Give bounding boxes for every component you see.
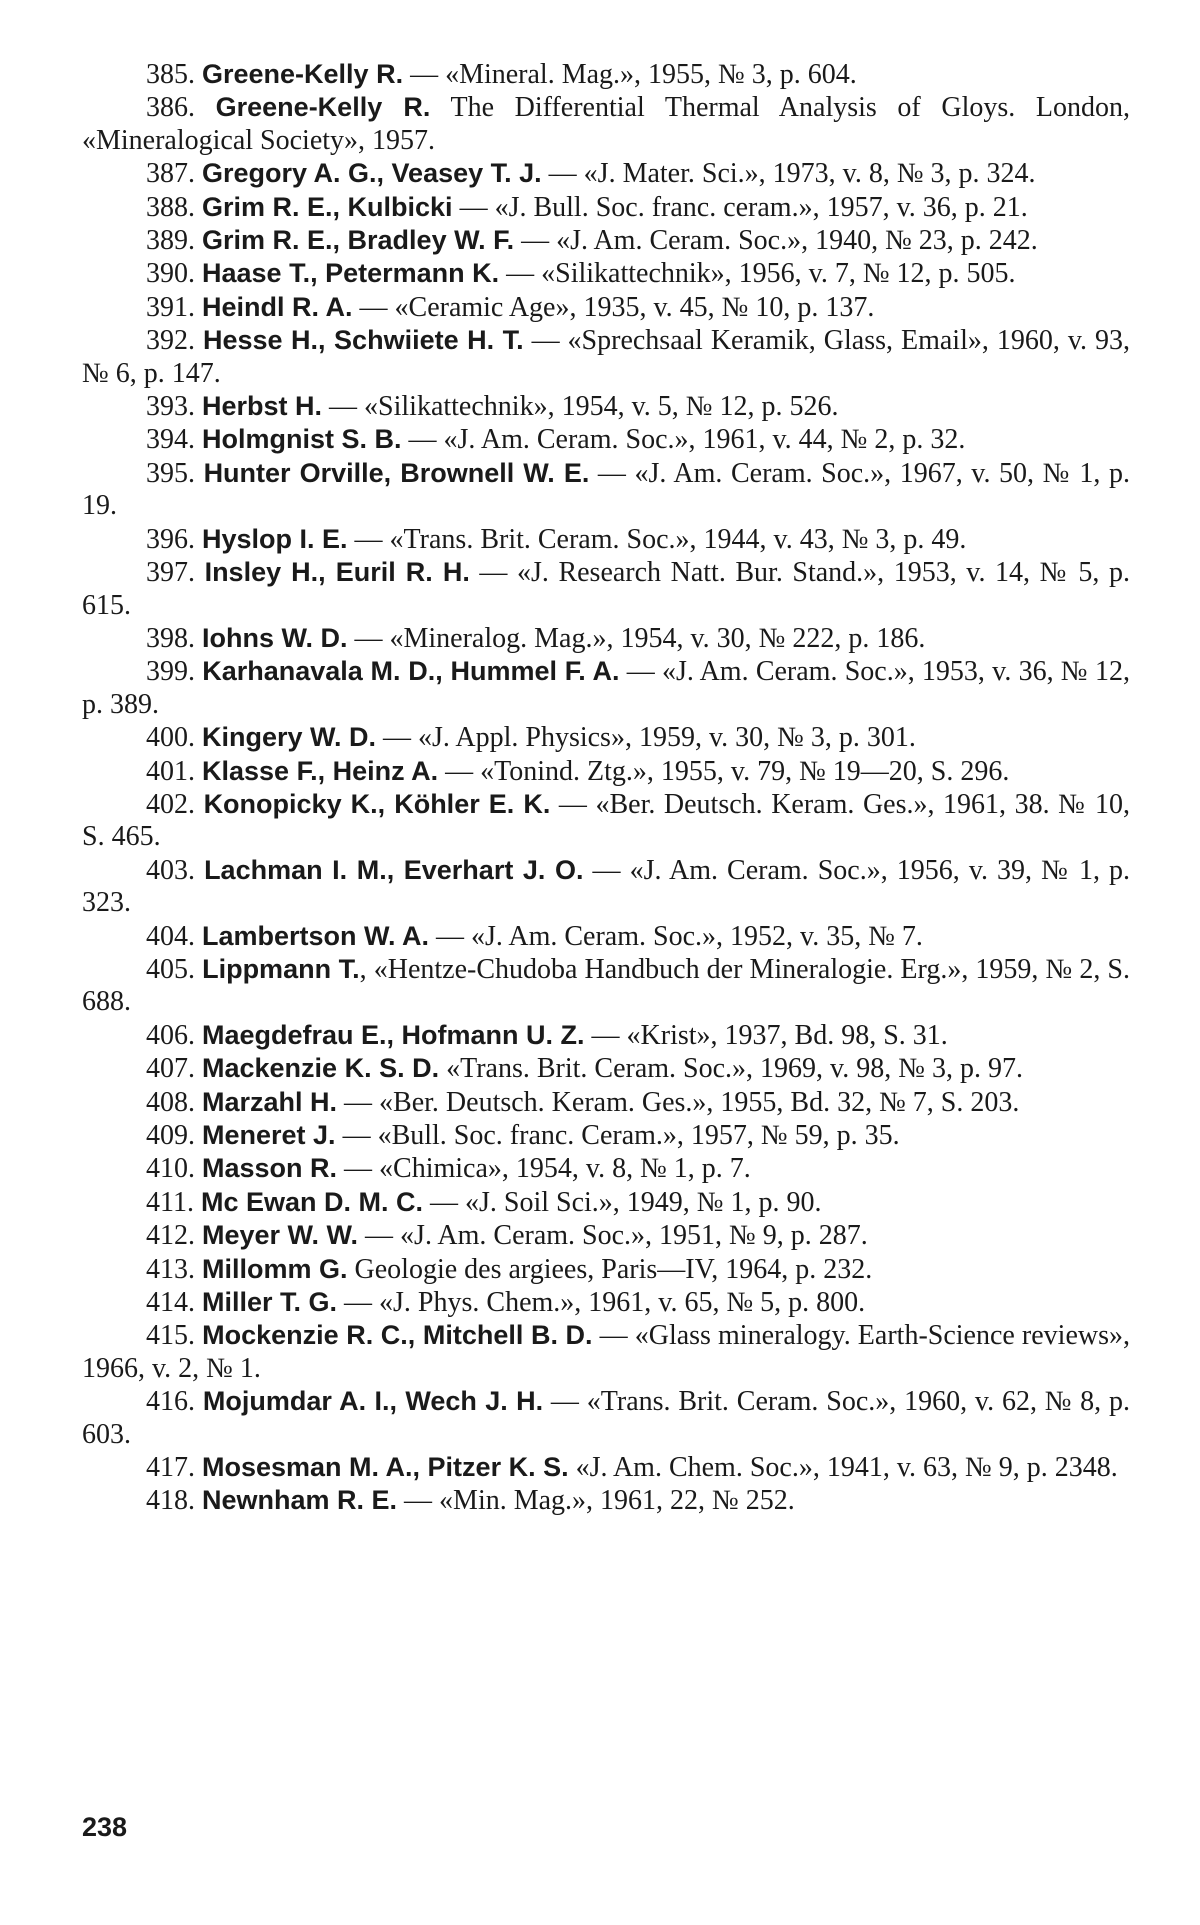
reference-entry bbox=[82, 755, 1130, 788]
reference-entry bbox=[82, 91, 1130, 157]
reference-authors: Herbst H. bbox=[202, 391, 323, 422]
reference-number: 410. bbox=[146, 1153, 195, 1185]
reference-authors: Klasse F., Heinz A. bbox=[202, 755, 439, 786]
reference-number: 394. bbox=[146, 424, 195, 456]
reference-source: — «Bull. Soc. franc. Ceram.», 1957, № 59, p. 35. bbox=[335, 1120, 900, 1151]
reference-entry bbox=[82, 291, 1130, 324]
reference-source: — «Glass mineralogy. Earth-Science reviews», 1966, v. 2, № 1. bbox=[82, 1320, 1130, 1384]
reference-number: 389. bbox=[146, 225, 195, 257]
reference-authors: Marzahl H. bbox=[202, 1086, 338, 1117]
reference-number: 412. bbox=[146, 1220, 195, 1252]
reference-number: 416. bbox=[146, 1386, 195, 1418]
reference-entry bbox=[82, 257, 1130, 290]
reference-number: 401. bbox=[146, 755, 195, 787]
reference-number: 386. bbox=[146, 92, 195, 124]
reference-authors: Miller T. G. bbox=[202, 1287, 338, 1318]
reference-entry bbox=[82, 1451, 1130, 1484]
reference-authors: Millomm G. bbox=[202, 1253, 348, 1284]
reference-source: — «Silikattechnik», 1954, v. 5, № 12, p. 526. bbox=[322, 391, 839, 423]
reference-source: — «Ceramic Age», 1935, v. 45, № 10, p. 137. bbox=[352, 291, 875, 323]
reference-source: — «Trans. Brit. Ceram. Soc.», 1944, v. 43, № 3, p. 49. bbox=[347, 523, 967, 555]
reference-entry bbox=[82, 655, 1130, 721]
reference-entry bbox=[82, 1319, 1130, 1385]
reference-source: — «J. Am. Ceram. Soc.», 1952, v. 35, № 7. bbox=[429, 920, 923, 952]
reference-authors: Gregory A. G., Veasey T. J. bbox=[202, 158, 542, 189]
reference-number: 406. bbox=[146, 1019, 195, 1051]
reference-authors: Mc Ewan D. M. C. bbox=[200, 1186, 423, 1217]
reference-entry bbox=[82, 1286, 1130, 1319]
reference-number: 397. bbox=[146, 557, 195, 589]
reference-number: 415. bbox=[146, 1320, 195, 1352]
reference-authors: Meyer W. W. bbox=[202, 1220, 359, 1251]
reference-entry bbox=[82, 556, 1130, 622]
reference-number: 414. bbox=[146, 1287, 195, 1319]
reference-entry bbox=[82, 390, 1130, 423]
reference-number: 408. bbox=[146, 1086, 195, 1118]
reference-source: — «J. Am. Ceram. Soc.», 1967, v. 50, № 1, p. 19. bbox=[82, 457, 1130, 522]
reference-number: 404. bbox=[146, 920, 195, 952]
reference-number: 409. bbox=[146, 1120, 195, 1151]
reference-source: — «Chimica», 1954, v. 8, № 1, p. 7. bbox=[337, 1153, 751, 1185]
reference-authors: Iohns W. D. bbox=[202, 622, 348, 653]
reference-source: — «Ber. Deutsch. Keram. Ges.», 1955, Bd. 32, № 7, S. 203. bbox=[337, 1086, 1020, 1118]
reference-number: 390. bbox=[146, 258, 195, 290]
reference-authors: Hyslop I. E. bbox=[202, 523, 348, 554]
reference-number: 387. bbox=[146, 158, 195, 190]
reference-number: 398. bbox=[146, 622, 195, 654]
reference-source: , «Hentze-Chudoba Handbuch der Mineralogie. Erg.», 1959, № 2, S. 688. bbox=[82, 953, 1131, 1018]
reference-source: — «J. Am. Ceram. Soc.», 1940, № 23, p. 242. bbox=[514, 225, 1038, 257]
reference-authors: Hunter Orville, Brownell W. E. bbox=[203, 457, 590, 488]
reference-authors: Greene-Kelly R. bbox=[202, 59, 404, 89]
reference-entry bbox=[82, 1119, 1130, 1152]
reference-source: — «Mineralog. Mag.», 1954, v. 30, № 222, p. 186. bbox=[347, 622, 926, 654]
reference-authors: Haase T., Petermann K. bbox=[202, 258, 500, 289]
reference-authors: Meneret J. bbox=[202, 1120, 336, 1150]
reference-entry bbox=[82, 1385, 1130, 1451]
reference-source: — «J. Bull. Soc. franc. ceram.», 1957, v. 36, p. 21. bbox=[452, 191, 1028, 223]
reference-entry bbox=[82, 1086, 1130, 1119]
reference-number: 395. bbox=[146, 457, 195, 489]
reference-entry bbox=[82, 523, 1130, 556]
reference-source: — «Ber. Deutsch. Keram. Ges.», 1961, 38. № 10, S. 465. bbox=[82, 788, 1131, 853]
reference-source: — «Krist», 1937, Bd. 98, S. 31. bbox=[584, 1019, 948, 1051]
reference-entry bbox=[82, 788, 1130, 854]
reference-entry bbox=[82, 324, 1130, 390]
reference-entry bbox=[82, 191, 1130, 224]
reference-authors: Grim R. E., Kulbicki bbox=[202, 191, 453, 222]
reference-entry bbox=[82, 58, 1130, 91]
reference-number: 399. bbox=[146, 656, 195, 688]
reference-list bbox=[82, 58, 1130, 1518]
reference-authors: Mockenzie R. C., Mitchell B. D. bbox=[202, 1320, 593, 1351]
reference-entry bbox=[82, 1219, 1130, 1252]
reference-entry bbox=[82, 1186, 1130, 1219]
reference-number: 392. bbox=[146, 325, 195, 357]
reference-entry bbox=[82, 1152, 1130, 1185]
reference-source: — «J. Mater. Sci.», 1973, v. 8, № 3, p. 324. bbox=[541, 158, 1036, 190]
reference-number: 388. bbox=[146, 191, 195, 223]
reference-number: 393. bbox=[146, 391, 195, 423]
reference-authors: Mackenzie K. S. D. bbox=[202, 1053, 440, 1084]
reference-source: — «J. Am. Ceram. Soc.», 1961, v. 44, № 2, p. 32. bbox=[401, 424, 966, 456]
reference-authors: Insley H., Euril R. H. bbox=[204, 557, 470, 588]
reference-number: 396. bbox=[146, 523, 195, 555]
reference-source: Geologie des argiees, Paris—IV, 1964, p. 232. bbox=[347, 1253, 873, 1285]
reference-authors: Mosesman M. A., Pitzer K. S. bbox=[202, 1452, 569, 1483]
page-number: 238 bbox=[82, 1812, 128, 1842]
reference-authors: Heindl R. A. bbox=[202, 291, 353, 322]
reference-entry bbox=[82, 953, 1130, 1019]
reference-number: 385. bbox=[146, 59, 195, 90]
reference-source: — «J. Am. Ceram. Soc.», 1953, v. 36, № 12, p. 389. bbox=[82, 656, 1130, 720]
reference-source: — «Trans. Brit. Ceram. Soc.», 1960, v. 62, № 8, p. 603. bbox=[82, 1386, 1131, 1450]
reference-authors: Lachman I. M., Everhart J. O. bbox=[204, 854, 584, 885]
reference-authors: Greene-Kelly R. bbox=[215, 92, 431, 123]
reference-number: 407. bbox=[146, 1053, 195, 1085]
reference-entry bbox=[82, 157, 1130, 190]
reference-source: — «J. Am. Ceram. Soc.», 1956, v. 39, № 1, p. 323. bbox=[82, 854, 1130, 919]
reference-entry bbox=[82, 721, 1130, 754]
reference-authors: Lambertson W. A. bbox=[202, 920, 430, 951]
reference-source: — «J. Phys. Chem.», 1961, v. 65, № 5, p. 800. bbox=[337, 1287, 866, 1319]
reference-number: 391. bbox=[146, 291, 195, 323]
reference-authors: Konopicky K., Köhler E. K. bbox=[203, 788, 551, 819]
reference-source: The Differential Thermal Analysis of Gloys. London, «Mineralogical Society», 1957. bbox=[82, 92, 1131, 156]
reference-entry bbox=[82, 1484, 1130, 1517]
reference-number: 418. bbox=[146, 1485, 195, 1517]
reference-source: — «J. Research Natt. Bur. Stand.», 1953, v. 14, № 5, p. 615. bbox=[82, 557, 1130, 621]
reference-entry bbox=[82, 1253, 1130, 1286]
reference-number: 400. bbox=[146, 722, 195, 754]
reference-authors: Newnham R. E. bbox=[202, 1485, 398, 1516]
reference-source: «Trans. Brit. Ceram. Soc.», 1969, v. 98, № 3, p. 97. bbox=[439, 1053, 1023, 1085]
reference-entry bbox=[82, 1052, 1130, 1085]
reference-number: 405. bbox=[146, 953, 195, 985]
reference-entry bbox=[82, 224, 1130, 257]
reference-source: «J. Am. Chem. Soc.», 1941, v. 63, № 9, p. 2348. bbox=[568, 1452, 1118, 1484]
reference-entry bbox=[82, 457, 1130, 523]
reference-source: — «Tonind. Ztg.», 1955, v. 79, № 19—20, S. 296. bbox=[438, 755, 1010, 787]
reference-source: — «J. Soil Sci.», 1949, № 1, p. 90. bbox=[423, 1186, 822, 1218]
reference-source: — «Sprechsaal Keramik, Glass, Email», 1960, v. 93, № 6, p. 147. bbox=[82, 325, 1131, 389]
reference-number: 403. bbox=[146, 854, 195, 886]
reference-number: 417. bbox=[146, 1452, 195, 1484]
reference-source: — «J. Appl. Physics», 1959, v. 30, № 3, p. 301. bbox=[376, 722, 916, 754]
reference-authors: Karhanavala M. D., Hummel F. A. bbox=[202, 656, 620, 687]
reference-authors: Kingery W. D. bbox=[202, 722, 377, 753]
reference-authors: Lippmann T. bbox=[202, 953, 360, 984]
reference-authors: Mojumdar A. I., Wech J. H. bbox=[202, 1386, 544, 1417]
reference-entry bbox=[82, 1019, 1130, 1052]
reference-authors: Maegdefrau E., Hofmann U. Z. bbox=[202, 1019, 585, 1050]
reference-entry bbox=[82, 423, 1130, 456]
reference-entry bbox=[82, 920, 1130, 953]
reference-number: 413. bbox=[146, 1253, 195, 1285]
reference-source: — «Silikattechnik», 1956, v. 7, № 12, p. 505. bbox=[499, 258, 1016, 290]
reference-authors: Hesse H., Schwiiete H. T. bbox=[203, 325, 524, 356]
reference-source: — «Min. Mag.», 1961, 22, № 252. bbox=[397, 1485, 795, 1517]
reference-entry bbox=[82, 854, 1130, 920]
reference-number: 402. bbox=[146, 788, 195, 820]
reference-authors: Masson R. bbox=[202, 1153, 338, 1184]
reference-authors: Grim R. E., Bradley W. F. bbox=[202, 225, 515, 256]
reference-number: 411. bbox=[146, 1186, 194, 1218]
reference-source: — «Mineral. Mag.», 1955, № 3, p. 604. bbox=[403, 59, 857, 90]
reference-entry bbox=[82, 622, 1130, 655]
reference-authors: Holmgnist S. B. bbox=[202, 424, 402, 455]
reference-source: — «J. Am. Ceram. Soc.», 1951, № 9, p. 287. bbox=[358, 1220, 868, 1252]
